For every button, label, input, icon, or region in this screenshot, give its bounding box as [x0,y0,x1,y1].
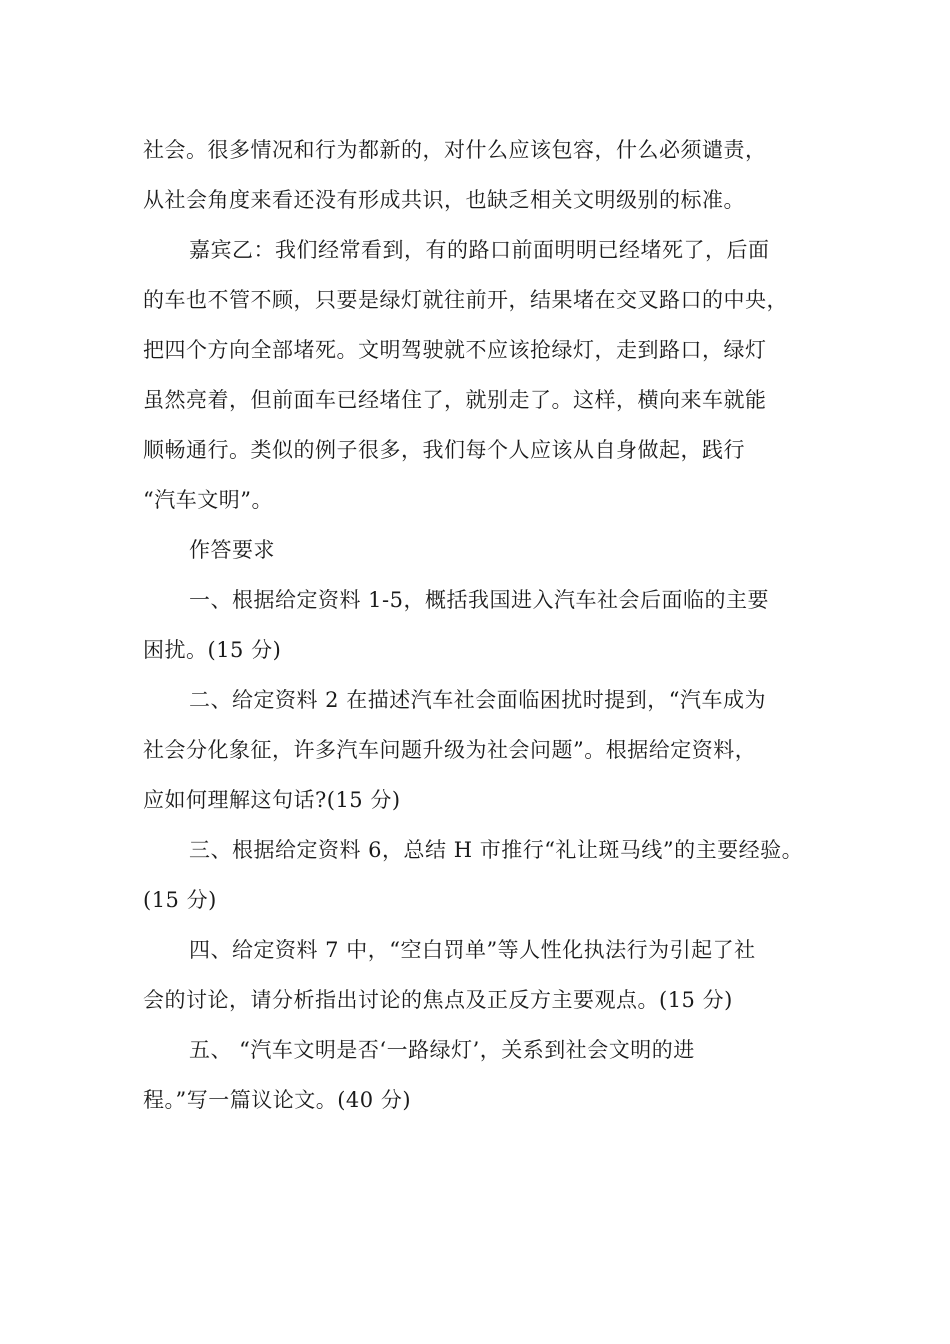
section-heading: 作答要求 [189,538,275,562]
text-line: 虽然亮着，但前面车已经堵住了，就别走了。这样，横向来车就能 [143,388,767,412]
question-2-cont: 应如何理解这句话?(15 分) [143,788,401,812]
question-4: 四、给定资料 7 中，“空白罚单”等人性化执法行为引起了社 [189,938,756,962]
question-5-cont: 程。”写一篇议论文。(40 分) [143,1088,412,1112]
question-4-cont: 会的讨论，请分析指出讨论的焦点及正反方主要观点。(15 分) [143,988,733,1012]
paragraph-start-line: 嘉宾乙：我们经常看到，有的路口前面明明已经堵死了，后面 [189,238,770,262]
text-line: 从社会角度来看还没有形成共识，也缺乏相关文明级别的标准。 [143,188,745,212]
question-1-cont: 困扰。(15 分) [143,638,282,662]
question-2-cont: 社会分化象征，许多汽车问题升级为社会问题”。根据给定资料， [143,738,757,762]
text-line: “汽车文明”。 [143,488,273,512]
text-line: 顺畅通行。类似的例子很多，我们每个人应该从自身做起，践行 [143,438,745,462]
question-3: 三、根据给定资料 6，总结 H 市推行“礼让斑马线”的主要经验。 [189,838,804,862]
text-line: 的车也不管不顾，只要是绿灯就往前开，结果堵在交叉路口的中央， [143,288,788,312]
question-3-cont: (15 分) [143,888,217,912]
question-5: 五、 “汽车文明是否‘一路绿灯’，关系到社会文明的进 [189,1038,695,1062]
text-line: 社会。很多情况和行为都新的，对什么应该包容，什么必须谴责， [143,138,767,162]
question-2: 二、给定资料 2 在描述汽车社会面临困扰时提到，“汽车成为 [189,688,766,712]
text-line: 把四个方向全部堵死。文明驾驶就不应该抢绿灯，走到路口，绿灯 [143,338,767,362]
question-1: 一、根据给定资料 1-5，概括我国进入汽车社会后面临的主要 [189,588,769,612]
